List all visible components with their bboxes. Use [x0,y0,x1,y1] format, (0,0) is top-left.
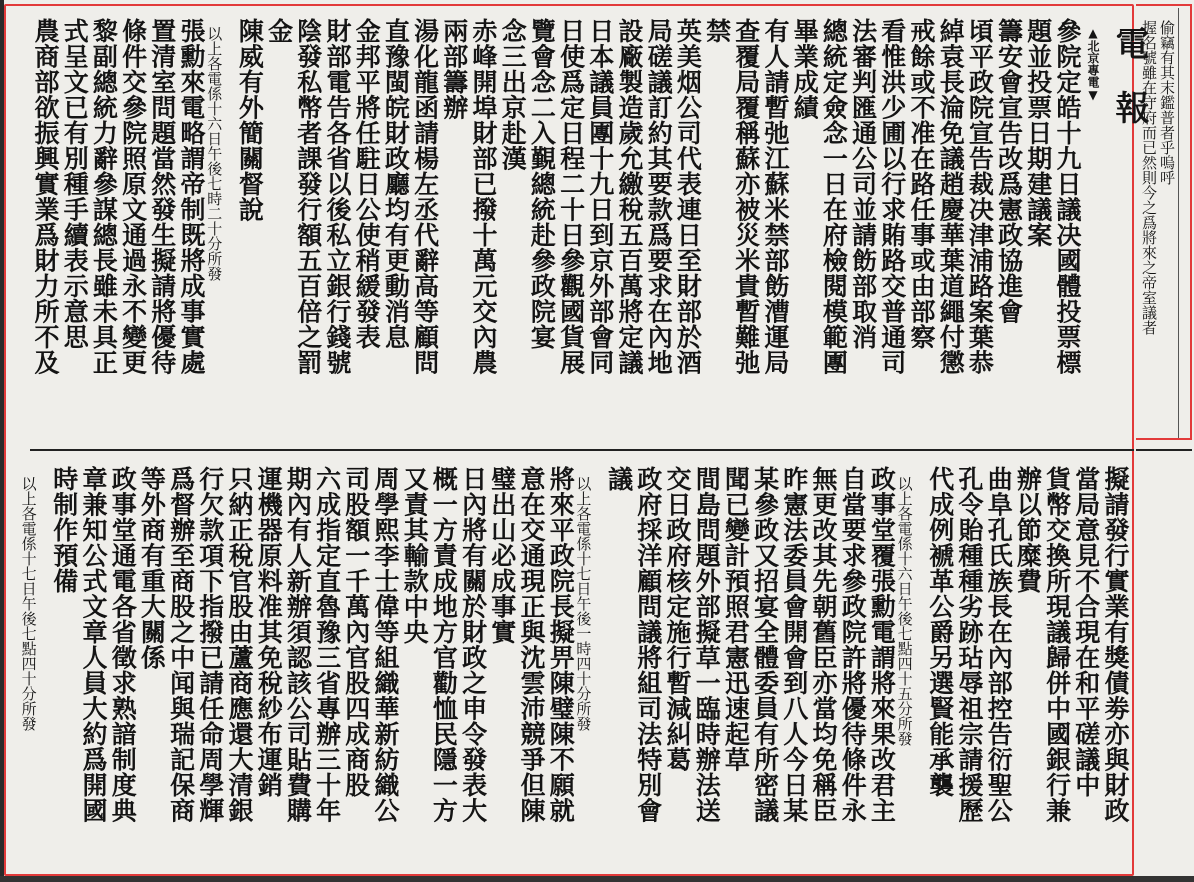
bottom-text-column: 自當要求參政院許將優待條件永 [838,466,868,823]
bottom-text-column: 昨憲法委員會開會到八人今日某 [779,466,809,823]
top-text-column: 日本議員團十九日到京外部會同 [585,18,615,375]
top-text-column: 金 [264,18,294,44]
top-text-column: 英美烟公司代表連日至財部於酒 [673,18,703,375]
section-divider [30,449,1134,451]
bottom-text-column: 日內將有關於財政之申令發表大 [458,466,488,823]
bottom-text-column: 擬請發行實業有獎債劵亦與財政 [1101,466,1130,823]
margin-rule [1178,8,1179,438]
top-text-column: 日使爲定日程二十日參觀國貨展 [556,18,586,375]
top-text-column: 綽袁長淪免議趙慶華葉道繩付懲 [936,18,966,375]
top-text-column: 籌安會宣告改爲憲政協進會 [994,18,1024,324]
bottom-text-column: 某參政又招宴全體委員有所密議 [750,466,780,823]
bottom-text-column: 周學熙李士偉等組織華新紡織公 [371,466,400,823]
top-text-column: 戒餘或不准在路任事或由部察 [907,18,936,350]
top-text-column: 以上各電係十六日午後七時二十分所發 [205,26,224,281]
bottom-text-column: 等外商有重大關係 [137,466,167,670]
bottom-text-column: 孔令貽種種劣跡玷辱祖宗請援歷 [955,466,984,823]
top-text-column: 禁 [702,18,732,44]
top-text-column: 局磋議訂約其要款爲要求在內地 [644,18,674,375]
bottom-text-column: 交日政府核定施行暫減糾葛 [663,466,692,772]
top-text-column: 法審判匯通公司並請飭部取消 [848,18,878,350]
margin-text-column: 握名號雖在守府而已然則今之爲將來之帝室議者 [1140,20,1158,335]
bottom-text-column: 概一方責成地方官勸恤民隱一方 [429,466,459,823]
top-text-column: 畢業成績 [790,18,820,120]
bottom-text-column: 又責其輸款中央 [400,466,430,645]
bottom-text-column: 代成例褫革公爵另選賢能承襲 [925,466,955,798]
margin-text-column: 偷竊有其末鑑普者乎嗚呼 [1158,20,1176,185]
bottom-text-column: 政府採洋顧問議將組司法特別會 [633,466,663,823]
top-text-column: 張勳來電略謂帝制既將成事實處 [177,18,206,375]
top-text-column: 黎副總統力辭參謀總長雖未具正 [89,18,119,375]
bottom-text-column: 六成指定直魯豫三省專辦三十年 [312,466,342,823]
page-bottom-edge [0,876,1194,882]
top-text-column: 設廠製造歲允繳稅五百萬將定議 [615,18,644,375]
bottom-text-column: 期內有人新辦須認該公司貼費購 [283,466,313,823]
bottom-text-column: 爲督辦至商股之中闻與瑞記保商 [166,466,196,823]
bottom-text-column: 時制作預備 [49,466,79,594]
bottom-text-column: 只納正稅官股由蘆商應還大清銀 [225,466,254,823]
bottom-text-column: 政事堂通電各省徵求熟諳制度典 [108,466,138,823]
bottom-text-column: 議 [604,466,634,492]
bottom-text-column: 以上各電係十七日午後七點四十分所發 [19,476,38,731]
section-divider-margin [1136,449,1192,451]
top-text-column: 置清室問題當然發生擬請將優待 [147,18,177,375]
top-text-column: 查覆局覆稱蘇亦被災米貴暫難弛 [731,18,761,375]
top-text-column: 財部電告各省以後私立銀行錢號 [323,18,352,375]
top-text-column: 條件交參院照原文通過永不變更 [118,18,148,375]
top-text-column: 題並投票日期建議案 [1023,18,1053,248]
top-text-column: 農商部欲振興實業爲財力所不及 [31,18,60,375]
bottom-text-column: 無更改其先朝舊臣亦當均免稱臣 [809,466,838,823]
bottom-text-column: 以上各電係十七日午後一時四十分所發 [574,476,593,731]
top-text-column: 湯化龍函請楊左丞代辭高等顧問 [410,18,440,375]
bottom-text-column: 辦以節糜費 [1013,466,1043,594]
bottom-text-column: 運機器原料准其免稅紗布運銷 [254,466,284,798]
bottom-text-column: 以上各電係十六日午後七點四十五分所發 [895,476,914,746]
section-tag: ▲北京專電▼ [1086,26,1100,102]
bottom-text-column: 當局意見不合現在和平磋議中 [1071,466,1101,798]
top-text-column: 陳威有外簡關督說 [235,18,265,222]
bottom-text-column: 政事堂覆張勳電謂將來果改君主 [867,466,897,823]
top-text-column: 念三出京赴漢 [498,18,528,171]
bottom-text-column: 章兼知公式文章人員大約爲開國 [79,466,108,823]
top-text-column: 直豫閩皖財政廳均有更動消息 [381,18,411,350]
bottom-text-column: 曲阜孔氏族長在內部控告衍聖公 [984,466,1014,823]
top-text-column: 陰發私幣者課發行額五百倍之罰 [293,18,323,375]
top-text-column: 參院定皓十九日議决國體投票標 [1053,18,1082,375]
top-text-column: 金邦平將任駐日公使稍緩發表 [352,18,382,350]
bottom-text-column: 意在交通現正與沈雲沛競爭但陳 [517,466,546,823]
section-title: 電報 [1109,26,1149,154]
top-text-column: 有人請暫弛江蘇米禁部飭漕運局 [761,18,790,375]
top-text-column: 式呈文已有別種手續表示意思 [60,18,90,350]
top-text-column: 兩部籌辦 [439,18,469,120]
bottom-text-column: 貨幣交換所現議歸併中國銀行兼 [1042,466,1072,823]
bottom-text-column: 司股額一千萬內官股四成商股 [341,466,371,798]
top-text-column: 看惟洪少圃以行求賄路交普通司 [877,18,907,375]
top-text-column: 赤峰開埠財部已撥十萬元交內農 [469,18,498,375]
bottom-text-column: 聞已變計預照君憲迅速起草 [721,466,751,772]
bottom-text-column: 行欠款項下指撥已請任命周學輝 [195,466,225,823]
top-text-column: 覽會念二入覲總統赴參政院宴 [527,18,557,350]
top-text-column: 總統定僉念一日在府檢閱模範團 [819,18,849,375]
bottom-text-column: 將來平政院長擬畀陳璧陳不願就 [546,466,576,823]
bottom-text-column: 間島問題外部擬草一臨時辦法送 [692,466,722,823]
bottom-text-column: 璧出山必成事實 [487,466,517,645]
top-text-column: 頃平政院宣告裁决津浦路案葉恭 [965,18,995,375]
